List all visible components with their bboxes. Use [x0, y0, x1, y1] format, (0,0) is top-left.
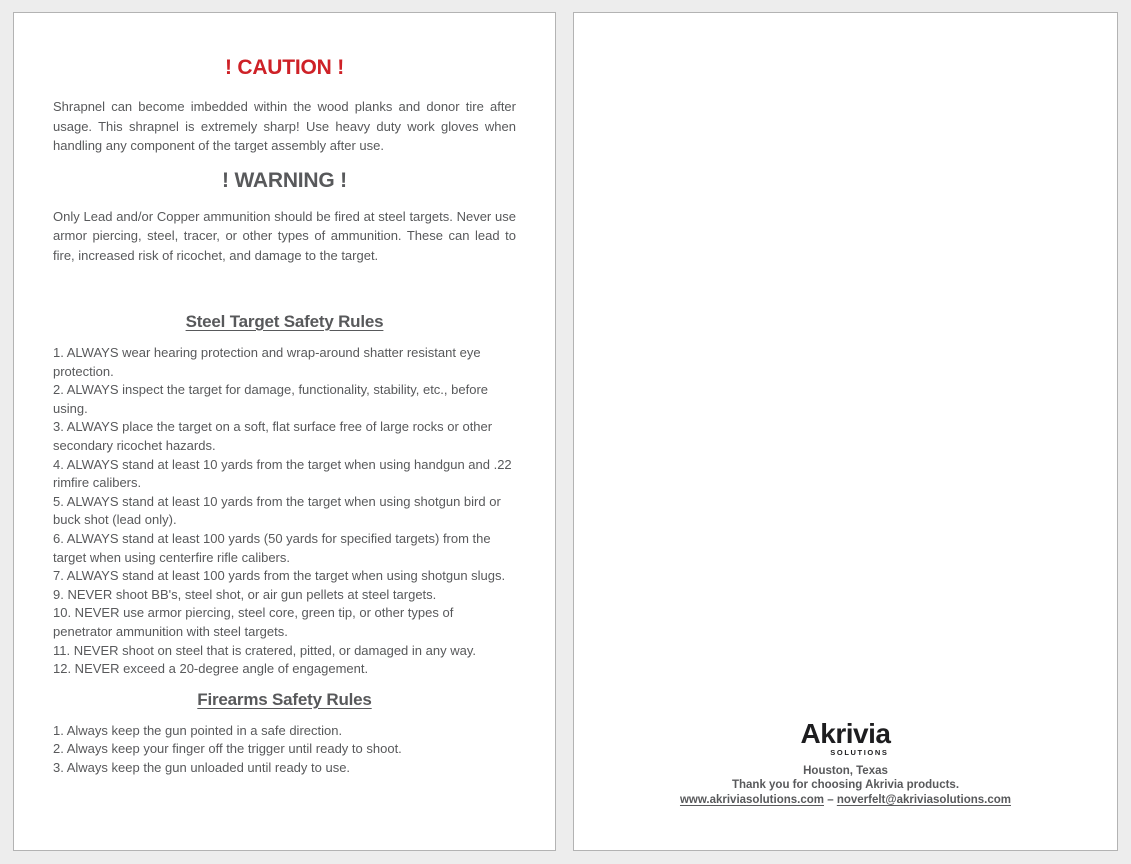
firearms-rule-item: 1. Always keep the gun pointed in a safe direction. — [53, 722, 343, 738]
steel-rules-list — [53, 344, 516, 679]
steel-rule-item: 9. NEVER shoot BB's, steel shot, or air gun pellets at steel targets. — [53, 586, 437, 602]
firearms-rules-heading: Firearms Safety Rules — [197, 689, 372, 709]
warning-paragraph: Only Lead and/or Copper ammunition should be fired at steel targets. Never use armor piercing, steel, tracer, or other types of ammunition. These can lead to fire, increased risk of ricochet, and damage to the target. — [53, 208, 516, 263]
link-separator: – — [827, 793, 834, 806]
akrivia-logo-wordmark: Akrivia — [800, 717, 891, 749]
firearms-rule-item: 3. Always keep the gun unloaded until ready to use. — [53, 759, 351, 775]
caution-paragraph: Shrapnel can become imbedded within the wood planks and donor tire after usage. This shrapnel is extremely sharp! Use heavy duty work gloves when handling any component of the target assembly after use. — [53, 99, 516, 153]
steel-rule-item: 3. ALWAYS place the target on a soft, flat surface free of large rocks or other secondary ricochet hazards. — [53, 419, 493, 453]
company-location: Houston, Texas — [803, 764, 888, 777]
steel-rule-item: 1. ALWAYS wear hearing protection and wrap-around shatter resistant eye protection. — [53, 345, 481, 379]
steel-rule-item: 6. ALWAYS stand at least 100 yards (50 yards for specified targets) from the target when using centerfire rifle calibers. — [53, 530, 491, 565]
steel-rule-item: 7. ALWAYS stand at least 100 yards from the target when using shotgun slugs. — [53, 568, 506, 584]
warning-heading: ! WARNING ! — [222, 168, 347, 192]
steel-rule-item: 10. NEVER use armor piercing, steel core, green tip, or other types of penetrator ammunition with steel targets. — [53, 605, 454, 639]
document-page-left — [13, 12, 556, 851]
steel-rules-heading: Steel Target Safety Rules — [185, 312, 384, 331]
akrivia-logo — [800, 717, 891, 757]
steel-rule-item: 5. ALWAYS stand at least 10 yards from the target when using shotgun bird or buck shot (lead only). — [53, 493, 501, 528]
caution-heading: ! CAUTION ! — [224, 56, 345, 79]
left-page-content — [14, 13, 555, 777]
steel-rule-item: 4. ALWAYS stand at least 10 yards from the target when using handgun and .22 rimfire calibers. — [53, 456, 512, 491]
company-footer — [574, 717, 1117, 808]
website-link[interactable]: www.akriviasolutions.com — [679, 793, 824, 806]
thank-you-text: Thank you for choosing Akrivia products. — [731, 779, 960, 791]
firearms-rules-list — [53, 722, 516, 778]
steel-rule-item: 12. NEVER exceed a 20-degree angle of engagement. — [53, 661, 369, 677]
steel-rule-item: 2. ALWAYS inspect the target for damage, functionality, stability, etc., before using. — [53, 382, 488, 416]
contact-links — [574, 793, 1117, 808]
steel-rule-item: 11. NEVER shoot on steel that is cratered, pitted, or damaged in any way. — [53, 642, 476, 658]
document-page-right — [573, 12, 1118, 851]
firearms-rule-item: 2. Always keep your finger off the trigger until ready to shoot. — [53, 741, 402, 757]
akrivia-logo-tagline: SOLUTIONS — [830, 747, 889, 757]
email-link[interactable]: noverfelt@akriviasolutions.com — [836, 793, 1011, 806]
